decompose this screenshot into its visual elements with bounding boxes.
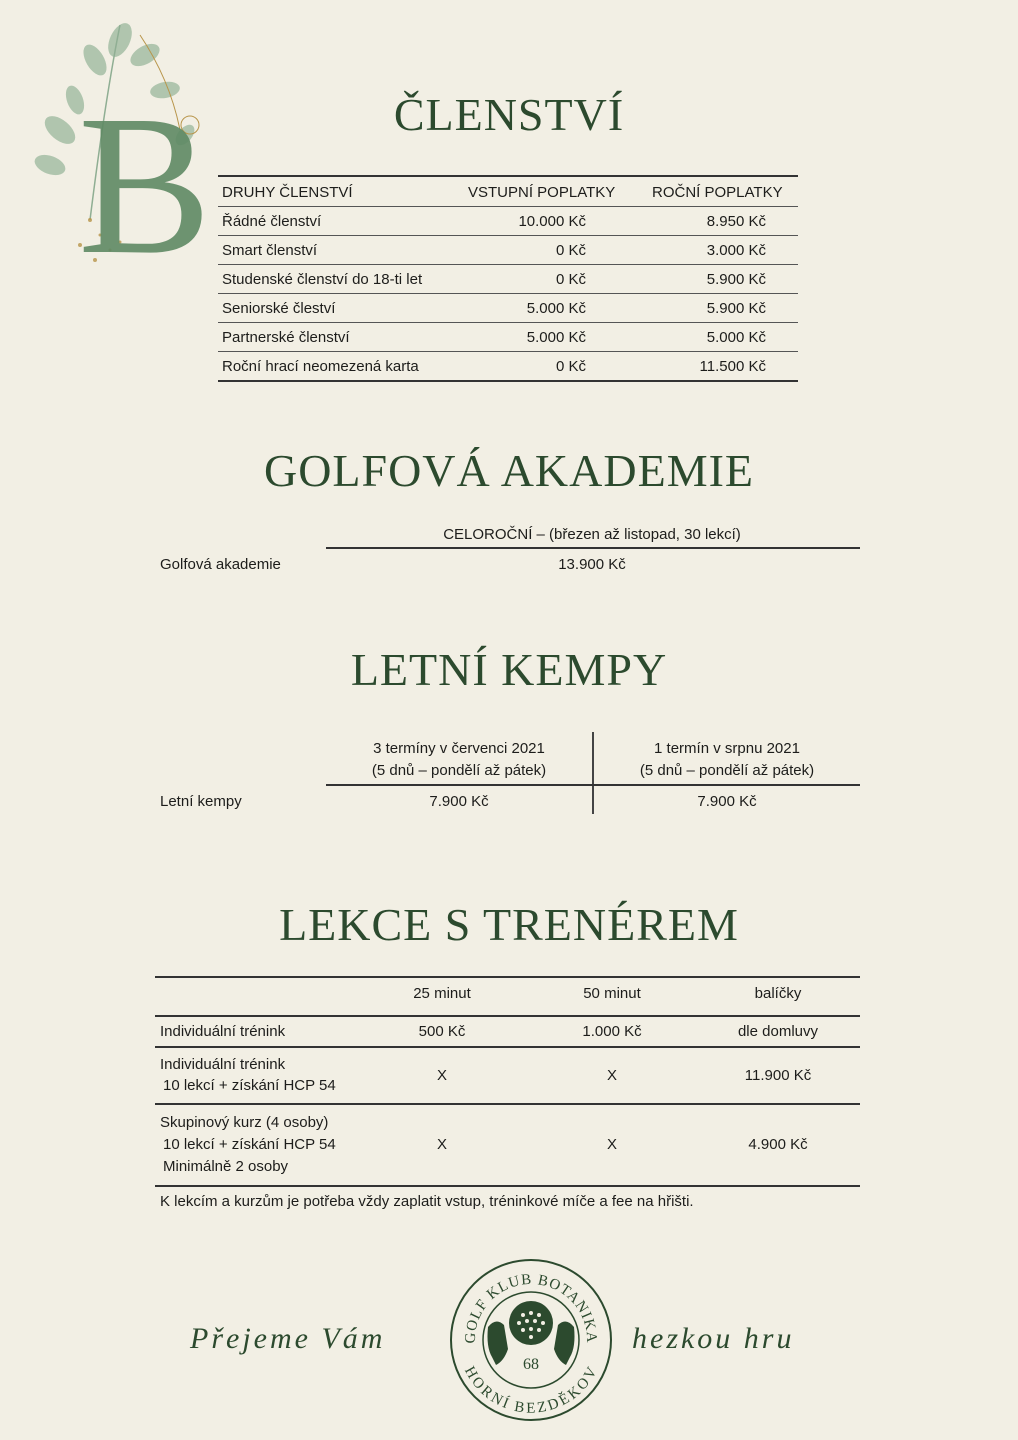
lessons-row-value: 11.900 Kč — [744, 1067, 812, 1084]
academy-title: GOLFOVÁ AKADEMIE — [263, 445, 755, 496]
lessons-row-label: Individuální trénink — [160, 1023, 286, 1040]
membership-row-entry: 5.000 Kč — [526, 300, 586, 317]
lessons-row-value: X — [606, 1136, 617, 1153]
monogram-decoration — [20, 20, 220, 270]
monogram-letter: B — [78, 75, 212, 270]
lessons-row-value: X — [436, 1067, 447, 1084]
logo-top-text: GOLF KLUB BOTANIKA — [462, 1271, 600, 1344]
membership-title: ČLENSTVÍ — [393, 89, 625, 140]
table-rule — [218, 235, 798, 236]
lessons-row-value: X — [436, 1136, 447, 1153]
table-rule — [218, 380, 798, 382]
camps-row-label: Letní kempy — [160, 793, 242, 810]
table-rule — [218, 206, 798, 207]
logo-number: 68 — [523, 1356, 539, 1373]
table-rule — [218, 322, 798, 323]
camps-col2-line1: 1 termín v srpnu 2021 — [654, 740, 800, 757]
membership-row-annual: 11.500 Kč — [699, 358, 766, 375]
table-rule — [155, 1103, 860, 1105]
membership-row-entry: 10.000 Kč — [518, 213, 586, 230]
lessons-row-label: Individuální trénink — [160, 1056, 286, 1073]
wish-left: Přejeme Vám — [190, 1322, 386, 1355]
membership-row-entry: 0 Kč — [555, 242, 586, 259]
camps-row-value: 7.900 Kč — [429, 793, 489, 810]
lessons-row-value: X — [606, 1067, 617, 1084]
membership-row-label: Řádné členství — [222, 213, 322, 230]
membership-header-entry: VSTUPNÍ POPLATKY — [468, 184, 616, 201]
wish-right: hezkou hru — [632, 1322, 795, 1355]
membership-row-annual: 3.000 Kč — [706, 242, 766, 259]
table-rule — [155, 976, 860, 978]
academy-header: CELOROČNÍ – (březen až listopad, 30 lekcí) — [443, 526, 741, 543]
table-rule — [155, 1046, 860, 1048]
lessons-header: 25 minut — [413, 985, 471, 1002]
lessons-row-value: 4.900 Kč — [748, 1136, 808, 1153]
membership-row-label: Studenské členství do 18-ti let — [222, 271, 423, 288]
membership-header-type: DRUHY ČLENSTVÍ — [222, 184, 353, 201]
golf-ball-icon — [509, 1301, 553, 1345]
lessons-header: 50 minut — [583, 985, 641, 1002]
lessons-row-label: Skupinový kurz (4 osoby) — [160, 1114, 329, 1131]
table-rule — [218, 175, 798, 177]
lessons-header: balíčky — [754, 985, 802, 1002]
lessons-row-label: 10 lekcí + získání HCP 54 — [163, 1077, 336, 1094]
camps-col1-line2: (5 dnů – pondělí až pátek) — [371, 762, 547, 779]
camps-col2-line2: (5 dnů – pondělí až pátek) — [639, 762, 815, 779]
lessons-row-value: 500 Kč — [418, 1023, 466, 1040]
lessons-row-label: 10 lekcí + získání HCP 54 — [163, 1136, 336, 1153]
membership-row-entry: 5.000 Kč — [526, 329, 586, 346]
membership-row-label: Seniorské čleství — [222, 300, 336, 317]
table-rule — [326, 784, 860, 786]
membership-row-entry: 0 Kč — [555, 358, 586, 375]
lessons-title: LEKCE S TRENÉREM — [279, 899, 739, 950]
membership-row-label: Roční hrací neomezená karta — [222, 358, 419, 375]
membership-row-annual: 5.900 Kč — [706, 271, 766, 288]
table-rule — [218, 264, 798, 265]
table-rule — [218, 293, 798, 294]
membership-header-annual: ROČNÍ POPLATKY — [652, 184, 783, 201]
camps-title: LETNÍ KEMPY — [350, 644, 668, 695]
membership-row-label: Smart členství — [222, 242, 318, 259]
lessons-row-value: dle domluvy — [737, 1023, 819, 1040]
academy-row-value: 13.900 Kč — [558, 556, 626, 573]
table-rule — [155, 1015, 860, 1017]
table-rule — [326, 547, 860, 549]
membership-row-entry: 0 Kč — [555, 271, 586, 288]
membership-row-annual: 8.950 Kč — [706, 213, 766, 230]
camps-col1-line1: 3 termíny v červenci 2021 — [373, 740, 545, 757]
table-rule — [218, 351, 798, 352]
lessons-note: K lekcím a kurzům je potřeba vždy zaplatit vstup, tréninkové míče a fee na hřišti. — [160, 1193, 694, 1210]
table-rule — [155, 1185, 860, 1187]
membership-row-annual: 5.000 Kč — [706, 329, 766, 346]
logo-bottom-text: HORNÍ BEZDĚKOV — [461, 1363, 601, 1417]
camps-row-value: 7.900 Kč — [697, 793, 757, 810]
lessons-row-label: Minimálně 2 osoby — [163, 1158, 289, 1175]
membership-row-annual: 5.900 Kč — [706, 300, 766, 317]
lessons-row-value: 1.000 Kč — [582, 1023, 642, 1040]
membership-row-label: Partnerské členství — [222, 329, 350, 346]
academy-row-label: Golfová akademie — [160, 556, 281, 573]
club-logo — [448, 1257, 614, 1423]
